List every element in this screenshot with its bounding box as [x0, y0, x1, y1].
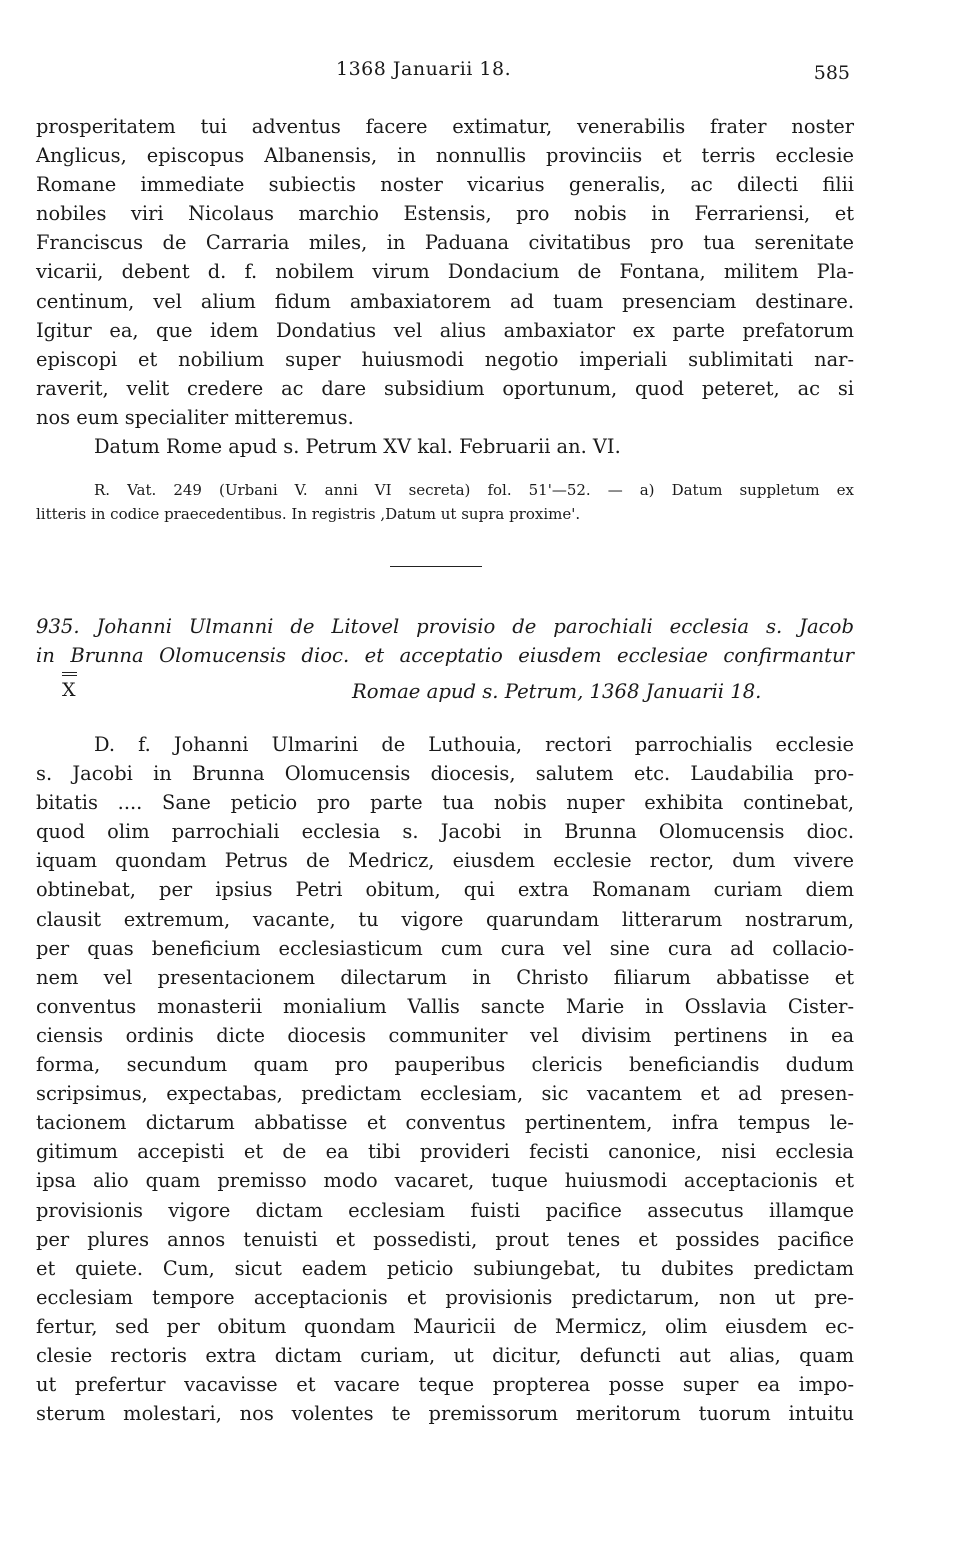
text-line: ciensis ordinis dicte diocesis communiter vel divisim pertinens in ea: [36, 1023, 854, 1047]
text-line: bitatis .... Sane peticio pro parte tua nobis nuper exhibita continebat,: [36, 791, 854, 815]
text-line: iquam quondam Petrus de Medricz, eiusdem ecclesie rector, dum vivere: [36, 849, 854, 873]
text-line: Romane immediate subiectis noster vicarius generalis, ac dilecti filii: [36, 173, 854, 197]
text-line: ut prefertur vacavisse et vacare teque propterea posse super ea impo-: [36, 1373, 854, 1397]
text-line: sterum molestari, nos volentes te premissorum meritorum tuorum intuitu: [36, 1402, 854, 1426]
text-line: nobiles viri Nicolaus marchio Estensis, pro nobis in Ferrariensi, et: [36, 202, 854, 226]
text-line: fertur, sed per obitum quondam Mauricii de Mermicz, olim eiusdem ec-: [36, 1314, 854, 1338]
text-line: nos eum specialiter mitteremus.: [36, 405, 354, 429]
place-date: Romae apud s. Petrum, 1368 Januarii 18.: [352, 680, 762, 703]
section-divider: [390, 566, 482, 567]
heading-line-1: [36, 612, 854, 641]
text-line: tacionem dictarum abbatisse et conventus pertinentem, infra tempus le-: [36, 1111, 854, 1135]
note-line: R. Vat. 249 (Urbani V. anni VI secreta) fol. 51'—52. — a) Datum suppletum ex: [94, 481, 854, 499]
page-number: 585: [813, 62, 850, 84]
text-line: quod olim parrochiali ecclesia s. Jacobi in Brunna Olomucensis dioc.: [36, 820, 854, 844]
source-note: [36, 478, 854, 526]
archive-mark: [62, 672, 77, 702]
text-line: nem vel presentacionem dilectarum in Christo filiarum abbatisse et: [36, 965, 854, 989]
text-line: ipsa alio quam premisso modo vacaret, tuque huiusmodi acceptacionis et: [36, 1169, 854, 1193]
note-line: litteris in codice praecedentibus. In registris ,Datum ut supra proxime'.: [36, 505, 581, 523]
letter-continuation: [36, 112, 854, 461]
archive-mark-letter: X: [62, 679, 76, 701]
document-number: 935.: [36, 615, 80, 638]
page-header: [0, 58, 960, 88]
text-line: raverit, velit credere ac dare subsidium oportunum, quod peteret, ac si: [36, 376, 854, 400]
text-line: vicarii, debent d. f. nobilem virum Dondacium de Fontana, militem Pla-: [36, 260, 854, 284]
text-line: ecclesiam tempore acceptacionis et provisionis predictarum, non ut pre-: [36, 1285, 854, 1309]
text-line: D. f. Johanni Ulmarini de Luthouia, rectori parrochialis ecclesie: [94, 733, 854, 756]
text-line: per plures annos tenuisti et possedisti, prout tenes et possides pacifice: [36, 1227, 854, 1251]
text-line: provisionis vigore dictam ecclesiam fuisti pacifice assecutus illamque: [36, 1198, 854, 1222]
text-line: centinum, vel alium fidum ambaxiatorem ad tuam presenciam destinare.: [36, 289, 854, 313]
text-line: Franciscus de Carraria miles, in Paduana civitatibus pro tua serenitate: [36, 231, 854, 255]
text-line: prosperitatem tui adventus facere extimatur, venerabilis frater noster: [36, 115, 854, 138]
text-line: obtinebat, per ipsius Petri obitum, qui extra Romanam curiam diem: [36, 878, 854, 902]
text-line: per quas beneficium ecclesiasticum cum cura vel sine cura ad collacio-: [36, 936, 854, 960]
text-line: gitimum accepisti et de ea tibi provideri fecisti canonice, nisi ecclesia: [36, 1140, 854, 1164]
document-title: Johanni Ulmanni de Litovel provisio de parochiali ecclesia s. Jacob: [96, 615, 854, 638]
document-title-continued: in Brunna Olomucensis dioc. et acceptatio eiusdem ecclesiae confirmantur: [36, 644, 854, 667]
text-line: clausit extremum, vacante, tu vigore quarundam litterarum nostrarum,: [36, 907, 854, 931]
text-line: forma, secundum quam pro pauperibus clericis beneficiandis dudum: [36, 1053, 854, 1077]
text-line: s. Jacobi in Brunna Olomucensis diocesis, salutem etc. Laudabilia pro-: [36, 762, 854, 786]
document-body: [36, 730, 854, 1428]
text-line: scripsimus, expectabas, predictam ecclesiam, sic vacantem et ad presen-: [36, 1082, 854, 1106]
running-head: 1368 Januarii 18.: [336, 58, 512, 80]
text-line: episcopi et nobilium super huiusmodi negotio imperiali sublimitati nar-: [36, 347, 854, 371]
text-line: et quiete. Cum, sicut eadem peticio subiungebat, tu dubites predictam: [36, 1256, 854, 1280]
text-line: conventus monasterii monialium Vallis sancte Marie in Osslavia Cister-: [36, 994, 854, 1018]
document-heading: [36, 612, 854, 670]
text-line: clesie rectoris extra dictam curiam, ut dicitur, defuncti aut alias, quam: [36, 1343, 854, 1367]
text-line: Anglicus, episcopus Albanensis, in nonnullis provinciis et terris ecclesie: [36, 144, 854, 168]
text-line: Igitur ea, que idem Dondatius vel alius ambaxiator ex parte prefatorum: [36, 318, 854, 342]
datum-line: Datum Rome apud s. Petrum XV kal. Februarii an. VI.: [94, 435, 621, 459]
